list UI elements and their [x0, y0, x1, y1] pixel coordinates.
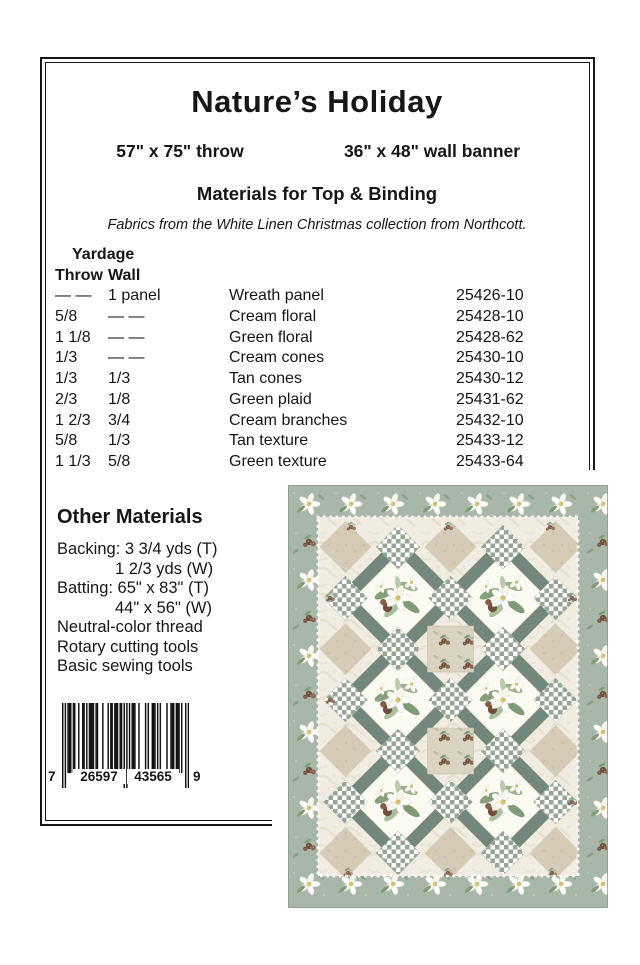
barcode-bar	[69, 703, 70, 773]
yardage-throw-cell: 5/8	[55, 308, 78, 326]
yardage-throw-cell: 5/8	[55, 432, 78, 450]
yardage-code-cell: 25430-10	[456, 349, 524, 367]
barcode-bar	[129, 703, 130, 773]
barcode-bar	[157, 703, 158, 773]
size-wall-banner: 36" x 48" wall banner	[343, 141, 521, 161]
other-materials-line: 44" x 56" (W)	[115, 598, 212, 617]
barcode-bar	[138, 703, 139, 773]
upc-barcode	[48, 703, 201, 789]
yardage-fabric-cell: Green texture	[229, 452, 327, 470]
yardage-wall-cell: 3/4	[108, 411, 131, 429]
barcode-left-group: 26597	[73, 769, 125, 784]
barcode-bar	[107, 703, 108, 773]
barcode-bar	[70, 703, 71, 773]
barcode-bar	[154, 703, 155, 773]
yardage-wall-cell: — —	[108, 328, 145, 346]
barcode-bar	[97, 703, 98, 773]
yardage-fabric-cell: Green plaid	[229, 390, 312, 408]
yardage-code-cell: 25432-10	[456, 411, 524, 429]
other-materials-line: Neutral-color thread	[57, 618, 203, 636]
barcode-bar	[67, 703, 68, 773]
barcode-bar	[111, 703, 112, 773]
yardage-code-cell: 25428-62	[456, 328, 524, 346]
barcode-bar	[117, 703, 118, 773]
barcode-bar	[172, 703, 173, 773]
table-row	[55, 431, 555, 452]
barcode-system-digit: 7	[48, 769, 56, 784]
yardage-fabric-cell: Cream floral	[229, 308, 317, 326]
barcode-bar	[74, 703, 75, 773]
barcode-bar	[114, 703, 115, 773]
yardage-code-cell: 25430-12	[456, 370, 524, 388]
yardage-code-cell: 25428-10	[456, 308, 524, 326]
barcode-right-group: 43565	[127, 769, 179, 784]
barcode-bar	[78, 703, 79, 773]
barcode-bar	[181, 703, 182, 773]
barcode-bar	[145, 703, 146, 773]
yardage-fabric-cell: Wreath panel	[229, 287, 324, 305]
table-row	[55, 328, 555, 349]
barcode-bar	[133, 703, 134, 773]
barcode-bar	[153, 703, 154, 773]
yardage-fabric-cell: Green floral	[229, 328, 313, 346]
barcode-bar	[132, 703, 133, 773]
yardage-wall-cell: 1/3	[108, 432, 131, 450]
yardage-wall-cell: 5/8	[108, 452, 131, 470]
yardage-wall-cell: — —	[108, 308, 145, 326]
yardage-wall-cell: 1 panel	[108, 287, 161, 305]
barcode-bar	[173, 703, 174, 773]
barcode-bar	[134, 703, 135, 773]
table-row	[55, 348, 555, 369]
barcode-bar	[110, 703, 111, 773]
yardage-fabric-cell: Cream branches	[229, 411, 348, 429]
other-materials-line: Batting: 65" x 83" (T)	[57, 579, 210, 597]
barcode-bar	[73, 703, 74, 773]
other-materials-line: Rotary cutting tools	[57, 637, 199, 656]
barcode-bar	[91, 703, 92, 773]
yardage-throw-cell: 1/3	[55, 349, 78, 367]
barcode-bar	[102, 703, 103, 773]
table-row	[55, 411, 555, 432]
yardage-throw-cell: 1/3	[55, 370, 78, 388]
barcode-bar	[119, 703, 120, 773]
yardage-table	[55, 245, 555, 473]
barcode-bar	[82, 703, 83, 773]
table-row	[55, 307, 555, 328]
barcode-bar	[152, 703, 153, 773]
table-row	[55, 452, 555, 473]
yardage-fabric-cell: Tan texture	[229, 432, 309, 450]
barcode-bar	[160, 703, 161, 773]
yardage-throw-cell: 1 2/3	[55, 411, 91, 429]
barcode-bar	[93, 703, 94, 773]
barcode-check-digit: 9	[193, 769, 201, 784]
other-materials-line: Backing: 3 3/4 yds (T)	[57, 540, 218, 558]
barcode-bar	[166, 703, 167, 773]
barcode-bar	[83, 703, 84, 773]
materials-heading: Materials for Top & Binding	[196, 183, 438, 204]
yardage-throw-cell: 2/3	[55, 390, 78, 408]
barcode-bar	[89, 703, 90, 773]
yardage-fabric-cell: Cream cones	[229, 349, 325, 367]
yardage-rows	[55, 286, 555, 472]
barcode-bar	[177, 703, 178, 773]
barcode-bar	[170, 703, 171, 773]
yardage-throw-cell: 1 1/8	[55, 328, 91, 346]
barcode-bar	[176, 703, 177, 773]
barcode-bar	[148, 703, 149, 773]
yardage-throw-cell: 1 1/3	[55, 452, 91, 470]
barcode-bar	[90, 703, 91, 773]
yardage-fabric-cell: Tan cones	[229, 370, 302, 388]
other-materials-line: Basic sewing tools	[57, 657, 193, 675]
yardage-column-headers	[55, 266, 555, 287]
barcode-bar	[95, 703, 96, 773]
yardage-wall-cell: — —	[108, 349, 145, 367]
yardage-wall-cell: 1/8	[108, 390, 131, 408]
table-row	[55, 390, 555, 411]
table-row	[55, 369, 555, 390]
barcode-bar	[115, 703, 116, 773]
other-materials-list	[57, 540, 217, 677]
yardage-heading: Yardage	[72, 246, 135, 263]
page-title: Nature’s Holiday	[191, 84, 443, 119]
yardage-wall-cell: 1/3	[108, 370, 131, 388]
yardage-throw-cell: — —	[55, 287, 92, 305]
table-row	[55, 286, 555, 307]
other-materials-line: 1 2/3 yds (W)	[115, 559, 214, 578]
column-header-wall: Wall	[108, 266, 141, 284]
yardage-code-cell: 25426-10	[456, 287, 524, 305]
barcode-bar	[86, 703, 87, 773]
other-materials-heading: Other Materials	[57, 506, 203, 528]
barcode-bar	[178, 703, 179, 773]
fabric-collection-note: Fabrics from the White Linen Christmas collection from Northcott.	[107, 217, 527, 233]
barcode-bar	[121, 703, 122, 773]
yardage-code-cell: 25433-12	[456, 432, 524, 450]
yardage-code-cell: 25433-64	[456, 452, 524, 470]
column-header-throw: Throw	[55, 266, 103, 284]
barcode-digits	[48, 769, 201, 787]
yardage-code-cell: 25431-62	[456, 390, 524, 408]
size-throw: 57" x 75" throw	[116, 141, 244, 161]
